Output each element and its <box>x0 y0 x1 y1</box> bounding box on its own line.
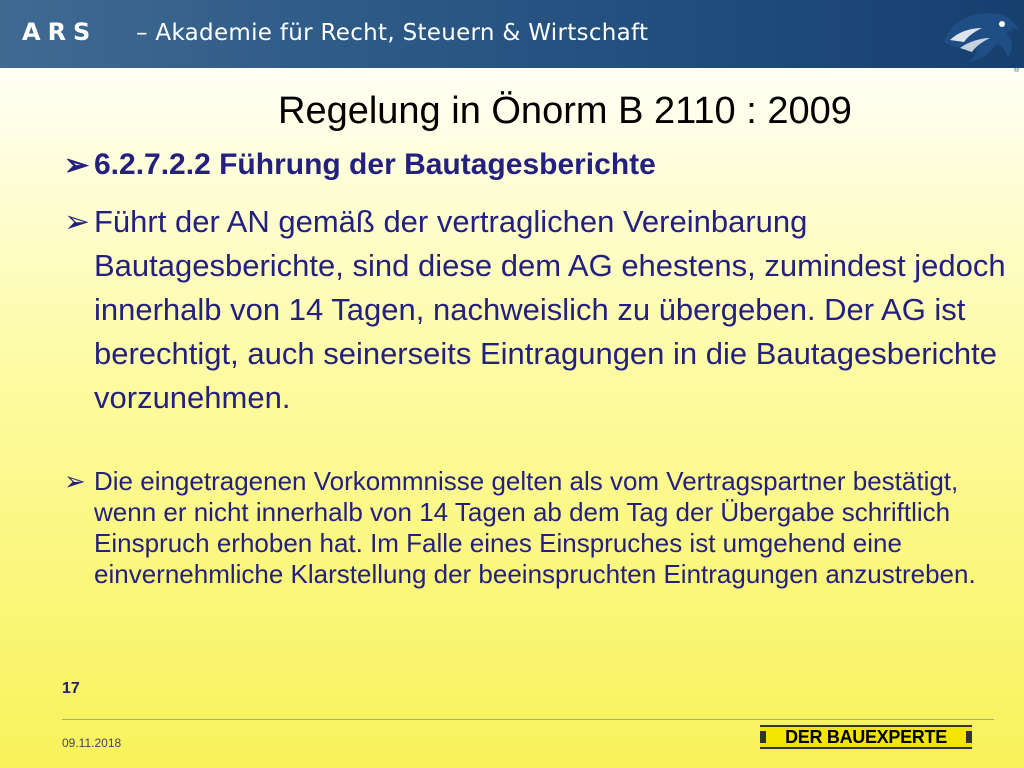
bullet-paragraph <box>64 200 1016 420</box>
brand-subtitle: – Akademie für Recht, Steuern & Wirtschaft <box>136 20 649 46</box>
page-number: 17 <box>62 680 80 697</box>
slide-title: Regelung in Önorm B 2110 : 2009 <box>278 90 852 132</box>
arrow-bullet-icon: ➢ <box>64 466 86 496</box>
svg-text:®: ® <box>1014 67 1020 74</box>
brand-name: ARS <box>22 18 98 46</box>
bauexperte-logo-text: DER BAUEXPERTE <box>785 727 947 747</box>
bullet-heading <box>64 148 656 182</box>
header-banner <box>0 0 1024 68</box>
arrow-bullet-icon: ➢ <box>64 204 90 239</box>
bauexperte-logo <box>760 725 972 749</box>
arrow-bullet-icon: ➢ <box>64 149 90 182</box>
eagle-head-icon <box>936 2 1022 74</box>
bullet-text: Führt der AN gemäß der vertraglichen Vereinbarung Bautagesberichte, sind diese dem AG ehestens, zumindest jedoch innerhalb von 14 Tagen, nachweislich zu übergeben. Der AG ist berechtigt, auch seinerseits Eintragungen in die Bautagesberichte vorzunehmen. <box>94 204 1006 415</box>
bullet-text: 6.2.7.2.2 Führung der Bautagesberichte <box>94 148 656 181</box>
footer-divider <box>62 719 994 720</box>
footer-date: 09.11.2018 <box>62 736 122 750</box>
bullet-text: Die eingetragenen Vorkommnisse gelten als vom Vertragspartner bestätigt, wenn er nicht innerhalb von 14 Tagen ab dem Tag der Übergabe schriftlich Einspruch erhoben hat. Im Falle eines Einspruches ist umgehend eine einvernehmliche Klarstellung der beeinspruchten Eintragungen anzustreben. <box>94 466 976 589</box>
bullet-paragraph <box>64 466 1004 590</box>
